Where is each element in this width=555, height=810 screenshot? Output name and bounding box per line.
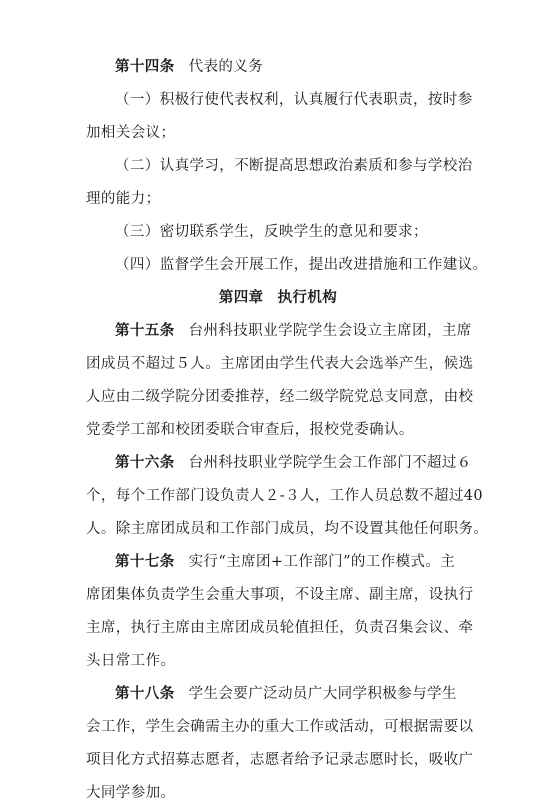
article-16-label: 第十六条 [115, 455, 175, 471]
article-15-line-1 [86, 315, 470, 348]
article-17-line-2: 席团集体负责学生会重大事项，不设主席、副主席，设执行 [86, 587, 474, 603]
article-18-text: 学生会要广泛动员广大同学积极参与学生 [188, 686, 457, 702]
article-14-item-4: （四）监督学生会开展工作，提出改进措施和工作建议。 [115, 257, 488, 273]
article-15-label: 第十五条 [115, 323, 175, 339]
article-14-item-3: （三）密切联系学生，反映学生的意见和要求； [115, 224, 428, 240]
document-page [86, 51, 489, 810]
article-17-label: 第十七条 [115, 554, 175, 570]
article-15-line-4: 党委学工部和校团委联合审查后，报校党委确认。 [86, 422, 414, 438]
article-14-item-1-line-1: （一）积极行使代表权利，认真履行代表职责，按时参 [115, 92, 473, 108]
article-18-line-1 [86, 678, 470, 711]
article-18-label: 第十八条 [115, 686, 175, 702]
article-14-item-1-line-2: 加相关会议； [86, 125, 176, 141]
article-18-line-4: 大同学参加。 [86, 785, 176, 801]
article-17-line-1 [86, 546, 470, 579]
chapter-title: 执行机构 [277, 290, 338, 306]
article-15-line-3: 人应由二级学院分团委推荐，经二级学院党总支同意，由校 [86, 389, 474, 405]
article-17-line-3: 主席，执行主席由主席团成员轮值担任，负责召集会议、牵 [86, 620, 474, 636]
article-17-line-4: 头日常工作。 [86, 653, 176, 669]
article-15-line-2: 团成员不超过５人。主席团由学生代表大会选举产生，候选 [86, 356, 474, 372]
article-15-text: 台州科技职业学院学生会设立主席团，主席 [188, 323, 472, 339]
article-14-heading [86, 51, 470, 84]
article-18-line-2: 会工作，学生会确需主办的重大工作或活动，可根据需要以 [86, 719, 474, 735]
article-16-line-1 [86, 447, 470, 480]
article-14-title: 代表的义务 [188, 59, 264, 75]
article-16-text: 台州科技职业学院学生会工作部门不超过６ [188, 455, 472, 471]
article-14-item-2-line-1: （二）认真学习，不断提高思想政治素质和参与学校治 [115, 158, 473, 174]
chapter-heading [86, 282, 470, 315]
article-16-line-3: 人。除主席团成员和工作部门成员，均不设置其他任何职务。 [86, 521, 489, 537]
article-16-line-2: 个，每个工作部门设负责人２-３人，工作人员总数不超过40 [86, 488, 484, 504]
article-14-label: 第十四条 [115, 59, 175, 75]
article-18-line-3: 项目化方式招募志愿者，志愿者给予记录志愿时长，吸收广 [86, 752, 474, 768]
chapter-number: 第四章 [218, 290, 264, 306]
article-17-text: 实行“主席团+工作部门”的工作模式。主 [188, 554, 456, 570]
article-14-item-2-line-2: 理的能力； [86, 191, 161, 207]
